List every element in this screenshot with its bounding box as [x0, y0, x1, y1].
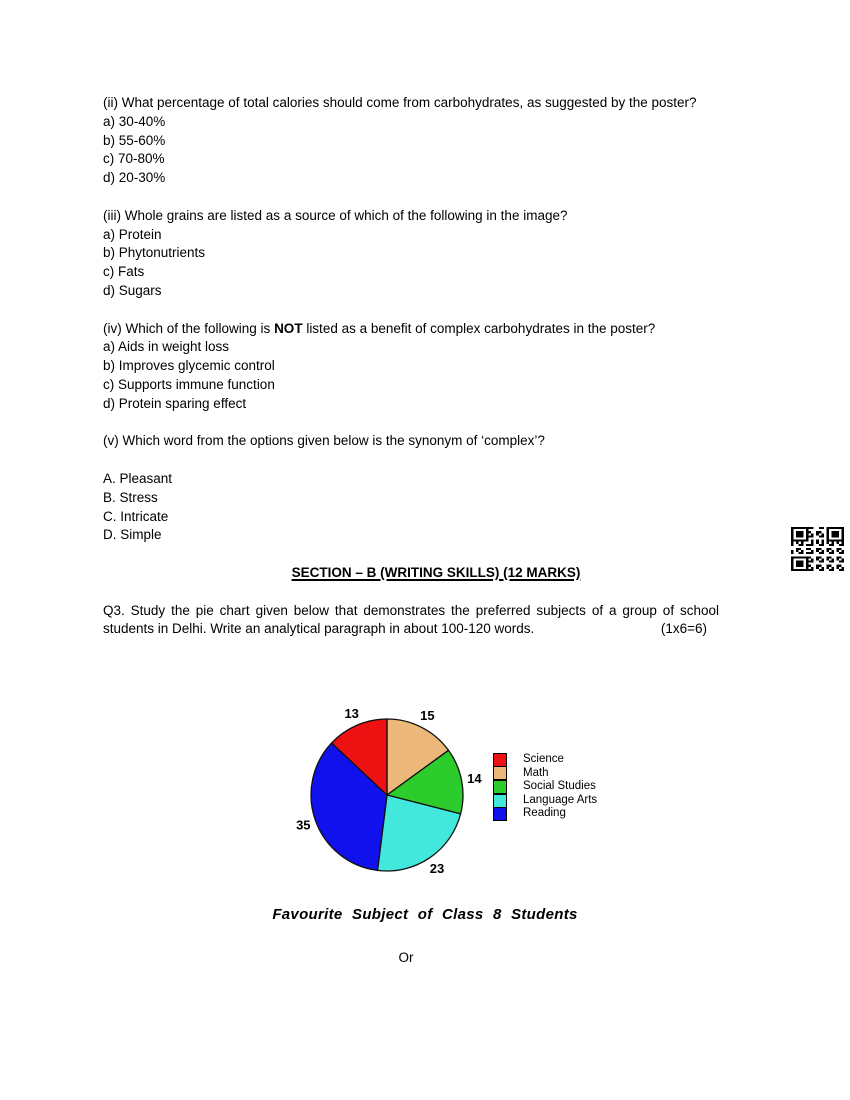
question-iv-text-prefix: (iv) Which of the following is: [103, 320, 275, 336]
legend-swatch-reading: [493, 807, 507, 821]
qr-code: [791, 527, 844, 571]
question-iv-option-a: a) Aids in weight loss: [103, 339, 230, 355]
question-iv-option-c: c) Supports immune function: [103, 376, 275, 392]
legend-swatch-math: [493, 766, 507, 780]
question-iv-bold-word: NOT: [274, 320, 303, 336]
question-iv: [103, 320, 719, 339]
question-iv-option-d: d) Protein sparing effect: [103, 395, 247, 411]
question-iii-option-d: d) Sugars: [103, 282, 162, 298]
svg-text:15: 15: [420, 708, 435, 724]
question-v-option-c: C. Intricate: [103, 508, 169, 524]
question-v-option-d: D. Simple: [103, 527, 162, 543]
q3-instruction-line1: Q3. Study the pie chart given below that demonstrates the preferred subjects of a group of school: [103, 602, 719, 618]
question-v-option-b: B. Stress: [103, 489, 158, 505]
question-ii-option-c: c) 70-80%: [103, 151, 165, 167]
svg-text:13: 13: [344, 705, 359, 721]
legend-label-math: Math: [523, 766, 549, 779]
question-iv-text-suffix: listed as a benefit of complex carbohydrates in the poster?: [302, 320, 656, 336]
question-ii: (ii) What percentage of total calories should come from carbohydrates, as suggested by the poster?: [103, 95, 697, 110]
legend-label-science: Science: [523, 753, 564, 765]
chart-title: Favourite Subject of Class 8 Students: [272, 906, 578, 923]
section-b-heading: SECTION – B (WRITING SKILLS) (12 MARKS): [291, 564, 581, 580]
question-ii-option-b: b) 55-60%: [103, 132, 166, 148]
legend-label-language-arts: Language Arts: [523, 793, 598, 806]
question-iii-option-a: a) Protein: [103, 226, 162, 242]
legend-item-science: [493, 753, 597, 767]
question-v-option-a: A. Pleasant: [103, 470, 173, 486]
or-divider: Or: [398, 950, 414, 965]
pie-legend: [493, 753, 597, 821]
question-iii-option-b: b) Phytonutrients: [103, 245, 206, 261]
pie-chart-svg: [292, 698, 492, 894]
legend-item-social-studies: [493, 780, 597, 794]
legend-item-reading: [493, 807, 597, 821]
document-body: [103, 94, 719, 639]
legend-label-reading: Reading: [523, 807, 566, 820]
question-iv-option-b: b) Improves glycemic control: [103, 358, 275, 374]
legend-swatch-science: [493, 753, 507, 767]
legend-swatch-social-studies: [493, 780, 507, 794]
svg-text:14: 14: [467, 770, 482, 786]
q3-instruction-line2: [103, 620, 719, 639]
legend-item-language-arts: [493, 794, 597, 808]
svg-text:23: 23: [429, 861, 445, 877]
question-ii-option-a: a) 30-40%: [103, 113, 166, 129]
question-ii-option-d: d) 20-30%: [103, 170, 166, 186]
question-iii: (iii) Whole grains are listed as a source of which of the following in the image?: [103, 207, 568, 223]
svg-text:35: 35: [296, 817, 311, 833]
question-v: (v) Which word from the options given below is the synonym of ‘complex’?: [103, 433, 545, 449]
pie-chart: [292, 698, 492, 894]
legend-swatch-language-arts: [493, 794, 507, 808]
legend-item-math: [493, 767, 597, 781]
question-iii-option-c: c) Fats: [103, 264, 145, 280]
q3-marks: (1x6=6): [660, 621, 707, 637]
legend-label-social-studies: Social Studies: [523, 780, 596, 793]
q3-instruction-line2-text: students in Delhi. Write an analytical paragraph in about 100-120 words.: [103, 621, 535, 637]
